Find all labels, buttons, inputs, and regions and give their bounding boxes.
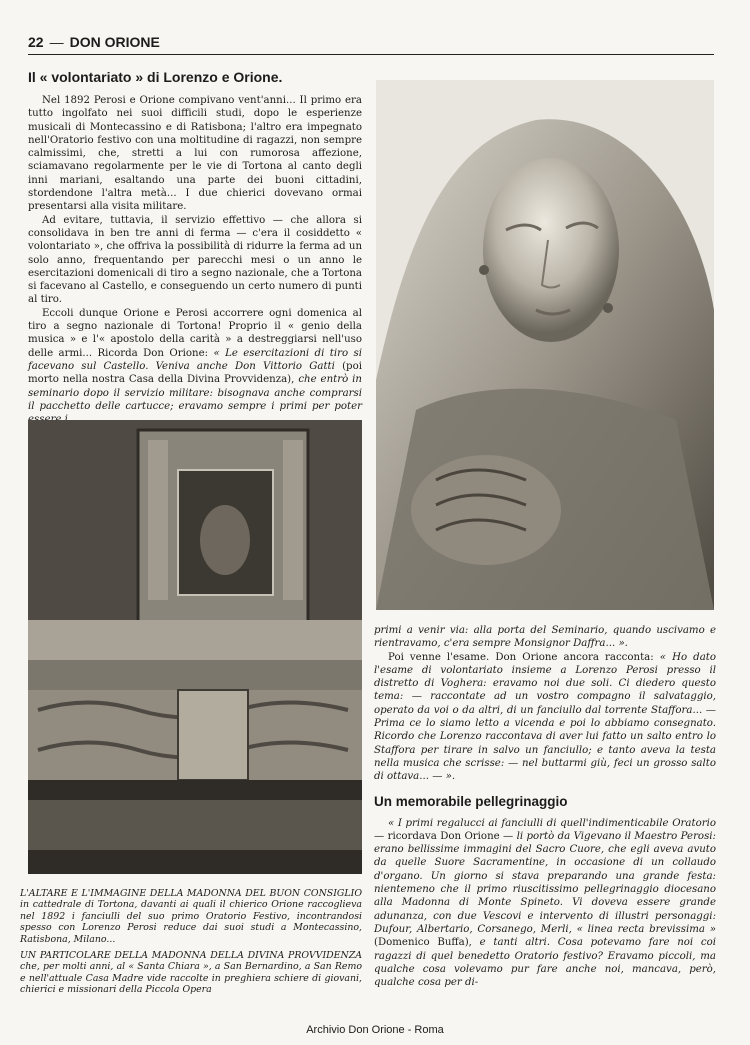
text-run: Poi venne l'esame. Don Orione ancora racconta: <box>388 651 660 663</box>
periodical-title: DON ORIONE <box>69 34 160 50</box>
altar-photo <box>28 420 362 874</box>
paragraph: Nel 1892 Perosi e Orione compivano vent'anni... Il primo era tutto ingolfato nei suoi difficili studi, dopo le esperienze musicali di Montecassino e di Ratisbona; l'altro era impegnato nell'Oratorio festivo con una moltitudine di ragazzi, non sempre calmissimi, che, stretti a lui con rumorosa affezione, sciamavano regolarmente per le vie di Tortona al canto degli inni mariani, esaltando una parte dei buoni cittadini, stordendone l'altra metà... I due chierici dovevano ormai presentarsi alla visita militare. <box>28 95 362 213</box>
paragraph <box>374 651 716 784</box>
italic-quote: « Le esercitazioni di tiro si facevano sul Castello. Veniva anche Don Vittorio Gatti <box>28 347 362 372</box>
italic-quote: li portò da Vigevano il Maestro Perosi: erano bellissime immagini del Sacro Cuore, che egli aveva avuto da quelle Suore Sacramentine, in occasione di un collaudo d'organo. Un giorno si stava preparando una grande festa: nientemeno che il primo riuscitissimo pellegrinaggio diocesano alla Madonna di Monte Spineto. Vi doveva essere grande adunanza, con due Vescovi e intervento di illustri personaggi: Dufour, Albertario, Corsanego, Merli, « linea recta brevissima » <box>374 830 716 935</box>
archive-footer: Archivio Don Orione - Roma <box>306 1024 444 1036</box>
statue-caption: UN PARTICOLARE DELLA MADONNA DELLA DIVINA PROVVIDENZA che, per molti anni, al « Santa Chiara », a San Bernardino, a San Remo e nell'attuale Casa Madre vide raccolte in preghiera schiere di giovani, chierici e missionari della Piccola Opera <box>20 950 362 996</box>
italic-quote: « I primi regalucci ai fanciulli di quell'indimenticabile Oratorio <box>388 817 716 829</box>
page-number: 22 <box>28 34 44 50</box>
altar-caption: L'ALTARE E L'IMMAGINE DELLA MADONNA DEL BUON CONSIGLIO in cattedrale di Tortona, davanti ai quali il chierico Orione raccoglieva nel 1892 i fanciulli del suo primo Oratorio Festivo, incontrandosi spesso con Lorenzo Perosi reduce dai suoi studi a Montecassino, Ratisbona, Milano... <box>20 888 362 945</box>
madonna-statue-photo <box>376 80 714 610</box>
text-run: (poi morto nella nostra Casa della Divina Provvidenza), <box>28 360 362 386</box>
right-column <box>374 624 716 989</box>
text-run: — ricordava Don Orione — <box>374 830 517 842</box>
italic-quote: e tanti altri. Cosa potevamo fare noi coi ragazzi di quel benedetto Oratorio festivo? Eravamo piccoli, ma qualche cosa volevamo pur fare anche noi, mancava, però, qualche cosa per di- <box>374 937 717 989</box>
left-column <box>28 68 362 426</box>
paragraph: Ad evitare, tuttavia, il servizio effettivo — che allora si consolidava in ben tre anni di ferma — c'era il cosiddetto « volontariato », che offriva la possibilità di ridurre la ferma ad un solo anno, frequentando per parecchi mesi o un anno le esercitazioni domenicali di tiro a segno nazionale, che a Tortona si facevano al Castello, e conseguendo un certo numero di punti al tiro. <box>28 214 362 306</box>
italic-quote: primi a venir via: alla porta del Seminario, quando uscivamo e rientravamo, c'era sempre Monsignor Daffra... ». <box>374 625 716 650</box>
statue-illustration <box>376 80 714 610</box>
text-run: Eccoli dunque Orione e Perosi accorrere ogni domenica al tiro a segno nazionale di Tortona! Proprio il « genio della musica » e l'« apostolo della carità » a destreggiarsi nell'uso delle armi... Ricorda Don Orione: <box>28 307 362 359</box>
section-heading-volontariato: Il « volontariato » di Lorenzo e Orione. <box>28 69 283 85</box>
page-header <box>28 34 714 55</box>
italic-quote: che entrò in seminario dopo il servizio militare: bisognava anche comprarsi il pacchetto delle cartucce; eravamo sempre i primi per poter <box>28 374 362 412</box>
altar-illustration <box>28 420 362 874</box>
text-run: (Domenico Buffa), <box>374 937 480 949</box>
italic-quote: « Ho dato l'esame di volontariato insieme a Lorenzo Perosi presso il distretto di Voghera: eravamo noi due soli. Ci diedero questo tema: — raccontate ad un vostro compagno il salvataggio, operato da voi o da altri, di un fanciullo dal torrente Staffora... — Prima ce lo siamo letto a vicenda e poi lo abbiamo consegnato. Ricordo che Lorenzo raccontava di aver lui fatto un salto entro lo Staffora per tirare in salvo un fanciullo; e tanto aveva la testa nella musica che scrisse: — nel buttarmi giù, feci un grosso salto di ottava... — ». <box>374 651 716 783</box>
header-dash: — <box>49 34 64 50</box>
paragraph <box>28 307 362 427</box>
paragraph <box>374 624 716 651</box>
paragraph <box>374 817 716 990</box>
section-heading-pellegrinaggio: Un memorabile pellegrinaggio <box>374 793 568 809</box>
